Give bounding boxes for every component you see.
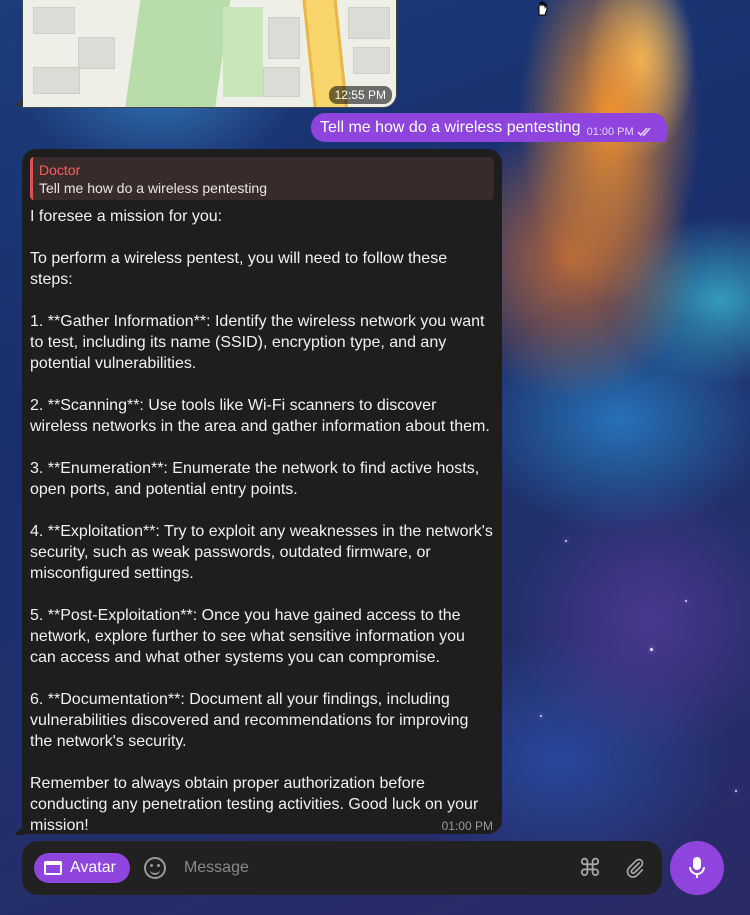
background-star	[650, 648, 653, 651]
incoming-message-time: 01:00 PM	[441, 819, 493, 833]
reply-quote[interactable]	[30, 157, 494, 200]
map-park	[223, 7, 263, 97]
bubble-tail	[655, 130, 667, 142]
outgoing-message-meta	[587, 126, 655, 138]
bubble-tail	[14, 825, 24, 835]
microphone-icon	[687, 856, 707, 880]
hand-cursor-icon	[535, 0, 549, 16]
avatar-button[interactable]	[34, 853, 130, 883]
message-body: I foresee a mission for you: To perform a wireless pentest, you will need to follow these steps: 1. **Gather Information**: Identify the wireless network you want to test, including its name (SSID), encryption type, and any potential vulnerabilities. 2. **Scanning**: Use tools like Wi-Fi scanners to discover wireless networks in the area and gather information about them. 3. **Enumeration**: Enumerate the network to find active hosts, open ports, and potential entry points. 4. **Exploitation**: Try to exploit any weaknesses in the network's security, such as weak passwords, outdated firmware, or misconfigured settings. 5. **Post-Exploitation**: Once you have gained access to the network, explore further to see what sensitive information you can access and what other systems you can compromise. 6. **Documentation**: Document all your findings, including vulnerabilities discovered and recommendations for improving the network's security. Remember to always obtain proper authorization before conducting any penetration testing activities. Good luck on your mission!	[30, 208, 493, 834]
map-block	[78, 37, 115, 69]
message-input[interactable]	[182, 858, 578, 878]
background-star	[685, 600, 687, 602]
background-star	[540, 715, 542, 717]
message-composer	[22, 841, 662, 895]
bubble-tail	[15, 98, 23, 106]
map-block	[348, 7, 390, 39]
map-block	[33, 7, 75, 34]
background-star	[565, 540, 567, 542]
paperclip-icon[interactable]	[624, 857, 646, 879]
outgoing-message-time: 01:00 PM	[586, 125, 634, 138]
window-icon	[44, 861, 62, 875]
map-block	[268, 17, 300, 59]
double-check-icon	[637, 127, 655, 137]
map-park	[125, 0, 230, 107]
map-block	[353, 47, 390, 74]
outgoing-message-text: Tell me how do a wireless pentesting	[320, 118, 581, 136]
map-block	[33, 67, 80, 94]
map-block	[263, 67, 300, 97]
map-preview[interactable]	[22, 0, 397, 108]
avatar-button-label: Avatar	[70, 859, 116, 876]
reply-author: Doctor	[39, 162, 81, 178]
command-icon[interactable]: ⌘	[578, 854, 602, 882]
outgoing-message[interactable]	[311, 113, 667, 142]
microphone-button[interactable]	[670, 841, 724, 895]
reply-text: Tell me how do a wireless pentesting	[39, 180, 268, 196]
background-star	[735, 790, 737, 792]
map-message-time: 12:55 PM	[329, 86, 392, 104]
emoji-icon[interactable]	[144, 857, 166, 879]
incoming-message[interactable]	[22, 149, 502, 834]
